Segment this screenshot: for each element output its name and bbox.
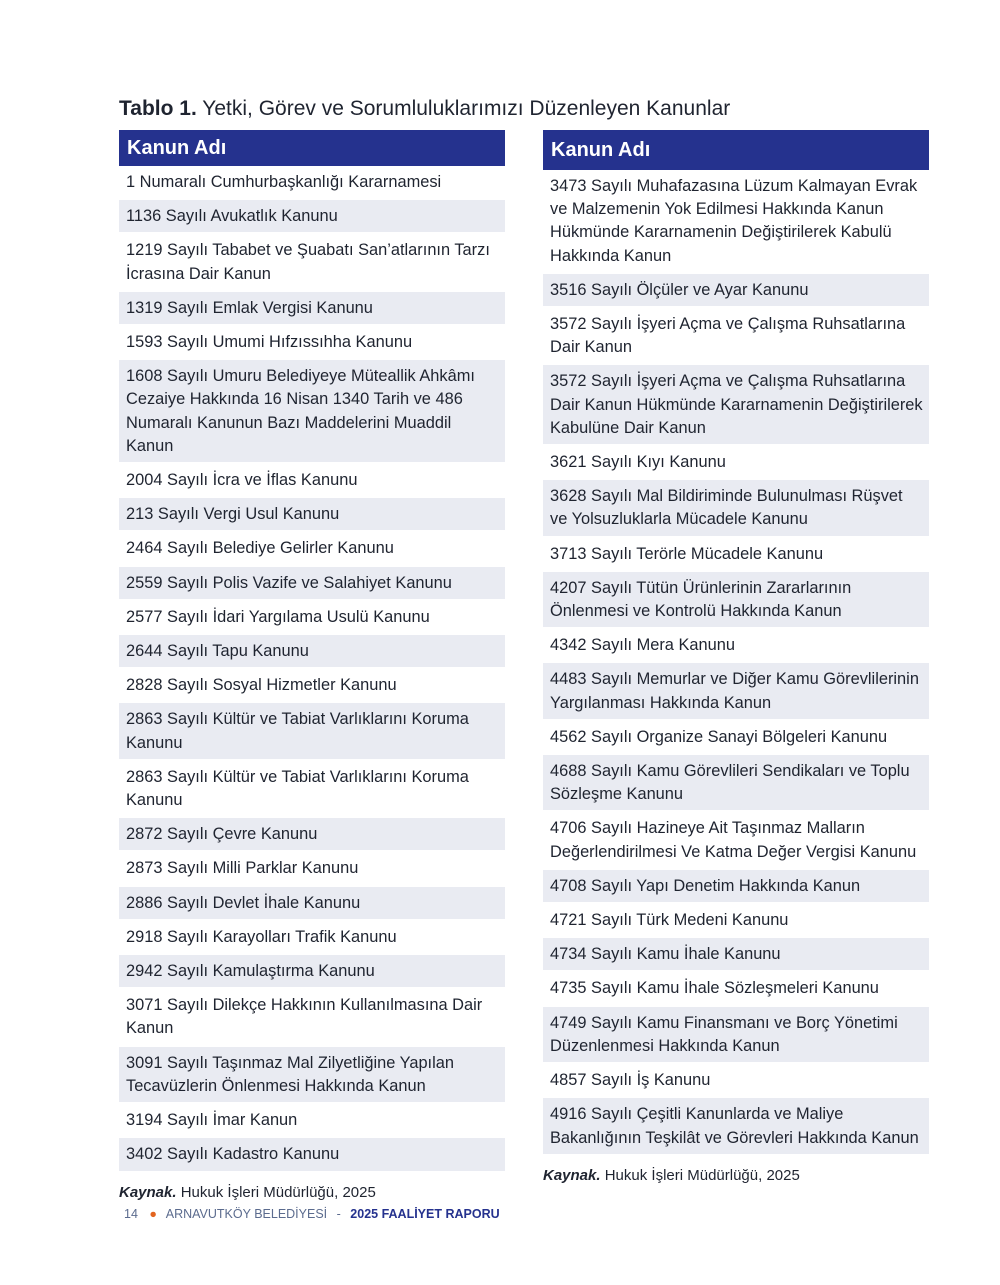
- table-row: [119, 1046, 505, 1103]
- source-text: Hukuk İşleri Müdürlüğü, 2025: [604, 1166, 800, 1184]
- footer-separator: -: [336, 1207, 341, 1221]
- table-row: [543, 307, 929, 364]
- table-row: [543, 479, 929, 536]
- source-label: Kaynak.: [543, 1166, 601, 1184]
- table-row: [119, 531, 505, 565]
- law-name: 3402 Sayılı Kadastro Kanunu: [119, 1137, 505, 1171]
- law-name: 3091 Sayılı Taşınmaz Mal Zilyetliğine Yapılan Tecavüzlerin Önlenmesi Hakkında Kanun: [119, 1046, 505, 1103]
- law-name: 3621 Sayılı Kıyı Kanunu: [543, 445, 929, 479]
- table-row: [119, 325, 505, 359]
- law-name: 4735 Sayılı Kamu İhale Sözleşmeleri Kanunu: [543, 971, 929, 1005]
- law-name: 4483 Sayılı Memurlar ve Diğer Kamu Görevlilerinin Yargılanması Hakkında Kanun: [543, 662, 929, 719]
- table-row: [119, 851, 505, 885]
- table-row: [119, 886, 505, 920]
- table-row: [543, 1063, 929, 1097]
- table-row: [543, 811, 929, 868]
- table-row: [119, 954, 505, 988]
- laws-table-right-body: [543, 170, 929, 1155]
- law-name: 3194 Sayılı İmar Kanun: [119, 1103, 505, 1137]
- table-row: [119, 497, 505, 531]
- footer-report: 2025 FAALİYET RAPORU: [350, 1207, 500, 1221]
- table-row: [119, 166, 505, 199]
- source-text: Hukuk İşleri Müdürlüğü, 2025: [180, 1183, 376, 1201]
- table-row: [119, 920, 505, 954]
- table-row: [119, 463, 505, 497]
- page-footer: [124, 1207, 500, 1221]
- law-name: 4562 Sayılı Organize Sanayi Bölgeleri Kanunu: [543, 720, 929, 754]
- law-name: 4688 Sayılı Kamu Görevlileri Sendikaları ve Toplu Sözleşme Kanunu: [543, 754, 929, 811]
- laws-table-left-body: [119, 166, 505, 1172]
- law-name: 4207 Sayılı Tütün Ürünlerinin Zararlarının Önlenmesi ve Kontrolü Hakkında Kanun: [543, 571, 929, 628]
- table-row: [119, 817, 505, 851]
- law-name: 2644 Sayılı Tapu Kanunu: [119, 634, 505, 668]
- law-name: 1319 Sayılı Emlak Vergisi Kanunu: [119, 291, 505, 325]
- law-name: 2577 Sayılı İdari Yargılama Usulü Kanunu: [119, 600, 505, 634]
- table-row: [119, 566, 505, 600]
- table-row: [543, 903, 929, 937]
- law-name: 2918 Sayılı Karayolları Trafik Kanunu: [119, 920, 505, 954]
- law-name: 1608 Sayılı Umuru Belediyeye Müteallik Ahkâmı Cezaiye Hakkında 16 Nisan 1340 Tarih ve 486 Numaralı Kanunun Bazı Maddelerini Muaddil Kanun: [119, 359, 505, 463]
- law-name: 4916 Sayılı Çeşitli Kanunlarda ve Maliye Bakanlığının Teşkilât ve Görevleri Hakkında Kanun: [543, 1097, 929, 1154]
- footer-org: ARNAVUTKÖY BELEDİYESİ: [165, 1207, 328, 1221]
- table-row: [119, 668, 505, 702]
- page-number: 14: [124, 1207, 138, 1221]
- table-row: [543, 754, 929, 811]
- law-name: 213 Sayılı Vergi Usul Kanunu: [119, 497, 505, 531]
- law-name: 3628 Sayılı Mal Bildiriminde Bulunulması Rüşvet ve Yolsuzluklarla Mücadele Kanunu: [543, 479, 929, 536]
- law-name: 2872 Sayılı Çevre Kanunu: [119, 817, 505, 851]
- law-name: 2886 Sayılı Devlet İhale Kanunu: [119, 886, 505, 920]
- table-row: [543, 1006, 929, 1063]
- table-row: [119, 199, 505, 233]
- source-note: [119, 1183, 505, 1203]
- law-name: 2942 Sayılı Kamulaştırma Kanunu: [119, 954, 505, 988]
- table-row: [119, 1103, 505, 1137]
- law-name: 4721 Sayılı Türk Medeni Kanunu: [543, 903, 929, 937]
- table-row: [543, 971, 929, 1005]
- table-row: [119, 1137, 505, 1171]
- law-name: 4342 Sayılı Mera Kanunu: [543, 628, 929, 662]
- laws-table-right: [543, 130, 929, 1156]
- law-name: 1 Numaralı Cumhurbaşkanlığı Kararnamesi: [119, 166, 505, 199]
- table-row: [543, 937, 929, 971]
- left-column: [119, 130, 505, 1203]
- law-name: 2863 Sayılı Kültür ve Tabiat Varlıklarını Koruma Kanunu: [119, 702, 505, 759]
- source-note: [543, 1166, 929, 1186]
- column-header: Kanun Adı: [119, 130, 505, 166]
- law-name: 4708 Sayılı Yapı Denetim Hakkında Kanun: [543, 869, 929, 903]
- table-row: [119, 291, 505, 325]
- table-row: [543, 445, 929, 479]
- table-number: Tablo 1.: [119, 97, 197, 120]
- table-row: [543, 720, 929, 754]
- table-row: [119, 634, 505, 668]
- law-name: 1136 Sayılı Avukatlık Kanunu: [119, 199, 505, 233]
- law-name: 1219 Sayılı Tababet ve Şuabatı San’atlarının Tarzı İcrasına Dair Kanun: [119, 233, 505, 290]
- table-row: [543, 1097, 929, 1154]
- table-row: [119, 233, 505, 290]
- law-name: 3572 Sayılı İşyeri Açma ve Çalışma Ruhsatlarına Dair Kanun Hükmünde Kararnamenin Değiştirilerek Kabulüne Dair Kanun: [543, 364, 929, 445]
- page-title: [119, 96, 730, 122]
- law-name: 2559 Sayılı Polis Vazife ve Salahiyet Kanunu: [119, 566, 505, 600]
- laws-table-left: [119, 130, 505, 1173]
- table-row: [543, 273, 929, 307]
- table-row: [543, 364, 929, 445]
- law-name: 4749 Sayılı Kamu Finansmanı ve Borç Yönetimi Düzenlenmesi Hakkında Kanun: [543, 1006, 929, 1063]
- source-label: Kaynak.: [119, 1183, 177, 1201]
- table-row: [543, 571, 929, 628]
- table-row: [119, 988, 505, 1045]
- law-name: 2004 Sayılı İcra ve İflas Kanunu: [119, 463, 505, 497]
- law-name: 3516 Sayılı Ölçüler ve Ayar Kanunu: [543, 273, 929, 307]
- column-header: Kanun Adı: [543, 130, 929, 170]
- law-name: 4706 Sayılı Hazineye Ait Taşınmaz Malların Değerlendirilmesi Ve Katma Değer Vergisi Kanunu: [543, 811, 929, 868]
- law-name: 2863 Sayılı Kültür ve Tabiat Varlıklarını Koruma Kanunu: [119, 760, 505, 817]
- table-row: [543, 537, 929, 571]
- law-name: 3473 Sayılı Muhafazasına Lüzum Kalmayan Evrak ve Malzemenin Yok Edilmesi Hakkında Kanun Hükmünde Kararnamenin Değiştirilerek Kabulü Hakkında Kanun: [543, 170, 929, 273]
- law-name: 3713 Sayılı Terörle Mücadele Kanunu: [543, 537, 929, 571]
- table-title: Yetki, Görev ve Sorumluluklarımızı Düzenleyen Kanunlar: [202, 97, 731, 120]
- table-row: [543, 662, 929, 719]
- bullet-icon: ●: [149, 1207, 157, 1221]
- law-name: 3071 Sayılı Dilekçe Hakkının Kullanılmasına Dair Kanun: [119, 988, 505, 1045]
- table-row: [119, 600, 505, 634]
- right-column: [543, 130, 929, 1186]
- table-row: [543, 170, 929, 273]
- table-row: [543, 869, 929, 903]
- law-name: 4857 Sayılı İş Kanunu: [543, 1063, 929, 1097]
- law-name: 3572 Sayılı İşyeri Açma ve Çalışma Ruhsatlarına Dair Kanun: [543, 307, 929, 364]
- law-name: 1593 Sayılı Umumi Hıfzıssıhha Kanunu: [119, 325, 505, 359]
- law-name: 4734 Sayılı Kamu İhale Kanunu: [543, 937, 929, 971]
- law-name: 2828 Sayılı Sosyal Hizmetler Kanunu: [119, 668, 505, 702]
- table-row: [543, 628, 929, 662]
- law-name: 2873 Sayılı Milli Parklar Kanunu: [119, 851, 505, 885]
- table-row: [119, 359, 505, 463]
- table-row: [119, 760, 505, 817]
- table-row: [119, 702, 505, 759]
- law-name: 2464 Sayılı Belediye Gelirler Kanunu: [119, 531, 505, 565]
